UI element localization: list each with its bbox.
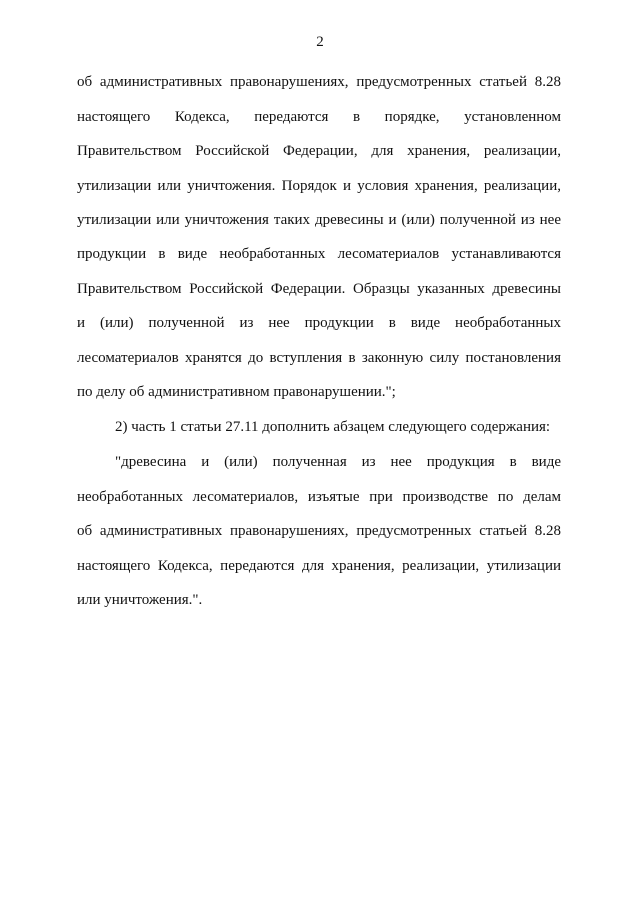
text-line: продукции в виде необработанных лесоматериалов устанавливаются — [77, 246, 561, 262]
text-line: по делу об административном правонарушении."; — [77, 384, 396, 400]
text-line: "древесина и (или) полученная из нее продукция в виде — [115, 454, 561, 470]
text-line: утилизации или уничтожения. Порядок и условия хранения, реализации, — [77, 178, 561, 194]
text-line: Правительством Российской Федерации. Образцы указанных древесины — [77, 281, 561, 297]
text-line: настоящего Кодекса, передаются для хранения, реализации, утилизации — [77, 558, 561, 574]
text-line: и (или) полученной из нее продукции в виде необработанных — [77, 315, 561, 331]
text-line: лесоматериалов хранятся до вступления в законную силу постановления — [77, 350, 561, 366]
text-line: или уничтожения.". — [77, 592, 203, 608]
text-line: утилизации или уничтожения таких древесины и (или) полученной из нее — [77, 212, 561, 228]
text-line: необработанных лесоматериалов, изъятые при производстве по делам — [77, 489, 561, 505]
text-line: об административных правонарушениях, предусмотренных статьей 8.28 — [77, 523, 561, 539]
page-number: 2 — [316, 34, 324, 50]
text-line: Правительством Российской Федерации, для хранения, реализации, — [77, 143, 561, 159]
text-line: об административных правонарушениях, предусмотренных статьей 8.28 — [77, 74, 561, 90]
text-line: 2) часть 1 статьи 27.11 дополнить абзацем следующего содержания: — [115, 419, 551, 435]
text-line: настоящего Кодекса, передаются в порядке, установленном — [77, 109, 561, 125]
